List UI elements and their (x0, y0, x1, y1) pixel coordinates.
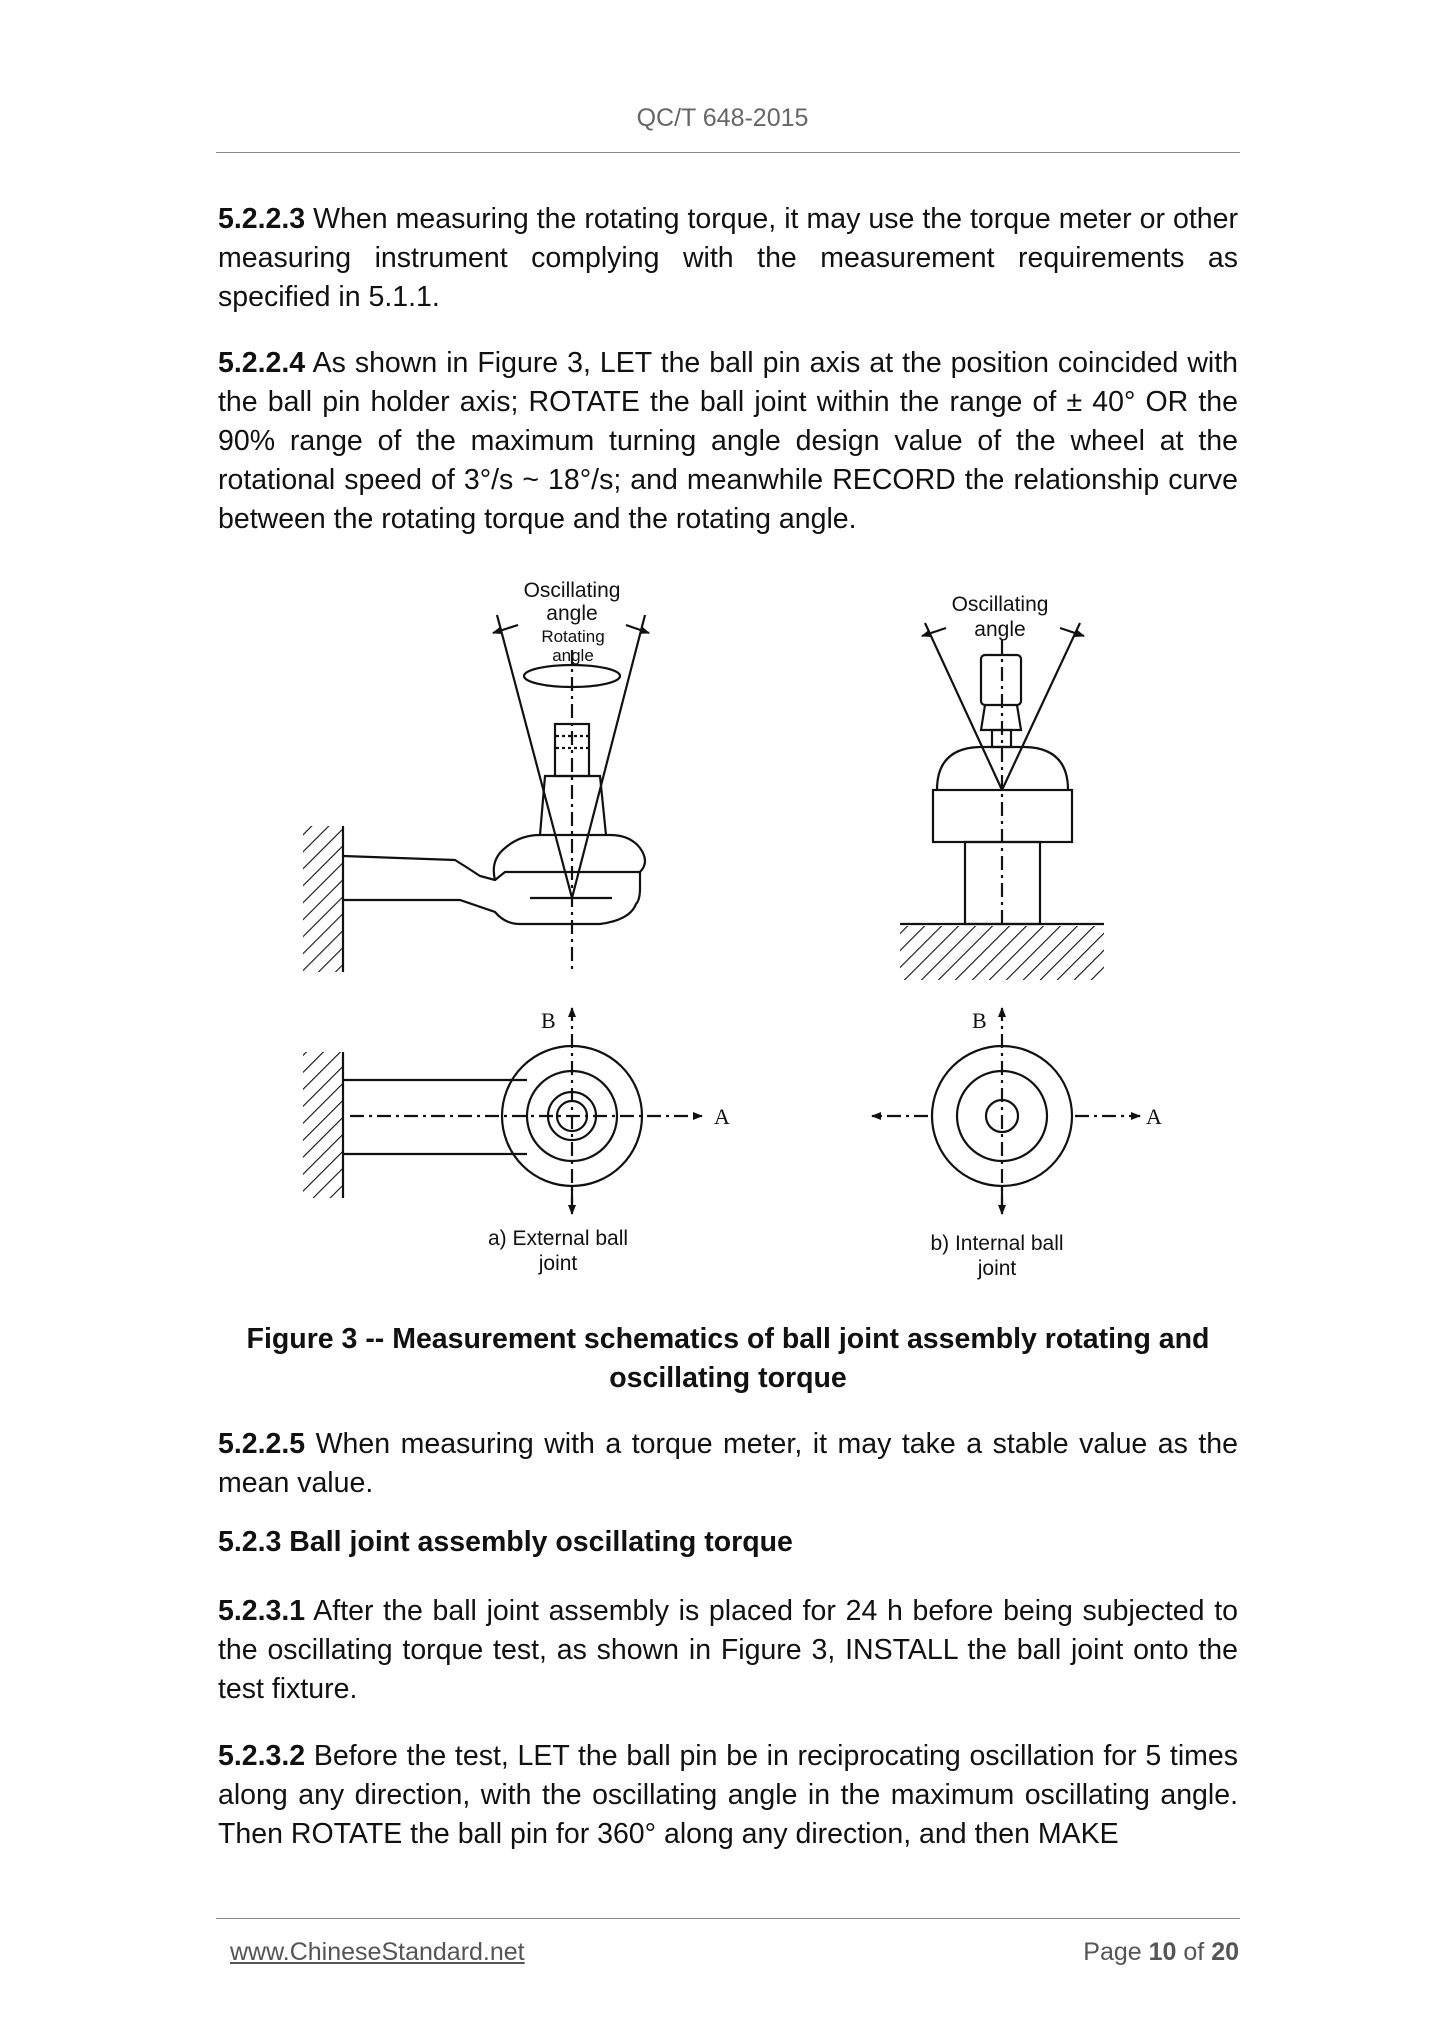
page-of: of (1176, 1938, 1212, 1966)
clause-number: 5.2.2.4 (218, 347, 306, 379)
wall-hatch (303, 1052, 343, 1198)
axis-b-label: B (541, 1008, 556, 1033)
page-indicator (1083, 1938, 1239, 1967)
internal-joint-side-view (900, 623, 1104, 980)
paragraph-5-2-2-5 (218, 1425, 1238, 1503)
figure-caption (218, 1320, 1238, 1398)
page-number: 10 (1148, 1938, 1177, 1966)
external-joint-side-view (303, 615, 649, 972)
clause-number: 5.2.3.2 (218, 1740, 306, 1772)
rotating-angle-label: angle (552, 646, 594, 665)
clause-text: Before the test, LET the ball pin be in reciprocating oscillation for 5 times along any direction, with the oscillating angle in the maximum oscillating angle. Then ROTATE the ball pin for 360° along any direction, and then MAKE (218, 1740, 1238, 1850)
oscillating-angle-label: Oscillating (951, 593, 1049, 616)
oscillating-angle-label: angle (974, 618, 1026, 641)
figure-caption-line: Figure 3 -- Measurement schematics of ball joint assembly rotating and (246, 1323, 1210, 1355)
wall-hatch (303, 826, 343, 972)
axis-b-label: B (972, 1008, 987, 1033)
page-prefix: Page (1083, 1938, 1149, 1966)
oscillating-angle-label: Oscillating (523, 579, 621, 602)
document-code-header: QC/T 648-2015 (636, 104, 809, 132)
right-angle-labels (952, 593, 1049, 641)
subfigure-b-label: b) Internal ball (930, 1232, 1064, 1255)
oscillating-angle-label: angle (546, 602, 598, 625)
rotating-angle-label: Rotating (541, 627, 605, 646)
clause-text: As shown in Figure 3, LET the ball pin axis at the position coincided with the ball pin holder axis; ROTATE the ball joint within the range of ± 40° OR the 90% range of the maximum turning angle design value of the wheel at the rotational speed of 3°/s ~ 18°/s; and meanwhile RECORD the relationship curve between the rotating torque and the rotating angle. (218, 347, 1238, 535)
paragraph-5-2-3-1 (218, 1592, 1238, 1709)
clause-number: 5.2.2.3 (218, 203, 306, 235)
subfigure-a-label: joint (538, 1252, 578, 1275)
clause-text: When measuring with a torque meter, it may take a stable value as the mean value. (218, 1428, 1238, 1499)
external-joint-top-view (303, 1008, 702, 1214)
axis-a-label: A (1146, 1104, 1162, 1129)
clause-number: 5.2.3.1 (218, 1595, 306, 1627)
website-link[interactable]: www.ChineseStandard.net (230, 1938, 525, 1966)
subfigure-a-label: a) External ball (487, 1227, 629, 1250)
clause-text: After the ball joint assembly is placed for 24 h before being subjected to the oscillating torque test, as shown in Figure 3, INSTALL the ball joint onto the test fixture. (218, 1595, 1238, 1705)
paragraph-5-2-3-2 (218, 1737, 1238, 1854)
subfigure-b-label: joint (977, 1257, 1017, 1280)
clause-text: When measuring the rotating torque, it may use the torque meter or other measuring instrument complying with the measurement requirements as specified in 5.1.1. (218, 203, 1238, 313)
section-heading: 5.2.3 Ball joint assembly oscillating torque (218, 1526, 793, 1558)
footer-divider (216, 1918, 1240, 1919)
clause-number: 5.2.2.5 (218, 1428, 306, 1460)
page-total: 20 (1211, 1938, 1239, 1966)
ground-hatch (900, 926, 1104, 980)
axis-a-label: A (714, 1104, 730, 1129)
internal-joint-top-view (872, 1008, 1140, 1214)
figure-caption-line: oscillating torque (609, 1362, 847, 1394)
left-angle-labels (524, 579, 621, 665)
